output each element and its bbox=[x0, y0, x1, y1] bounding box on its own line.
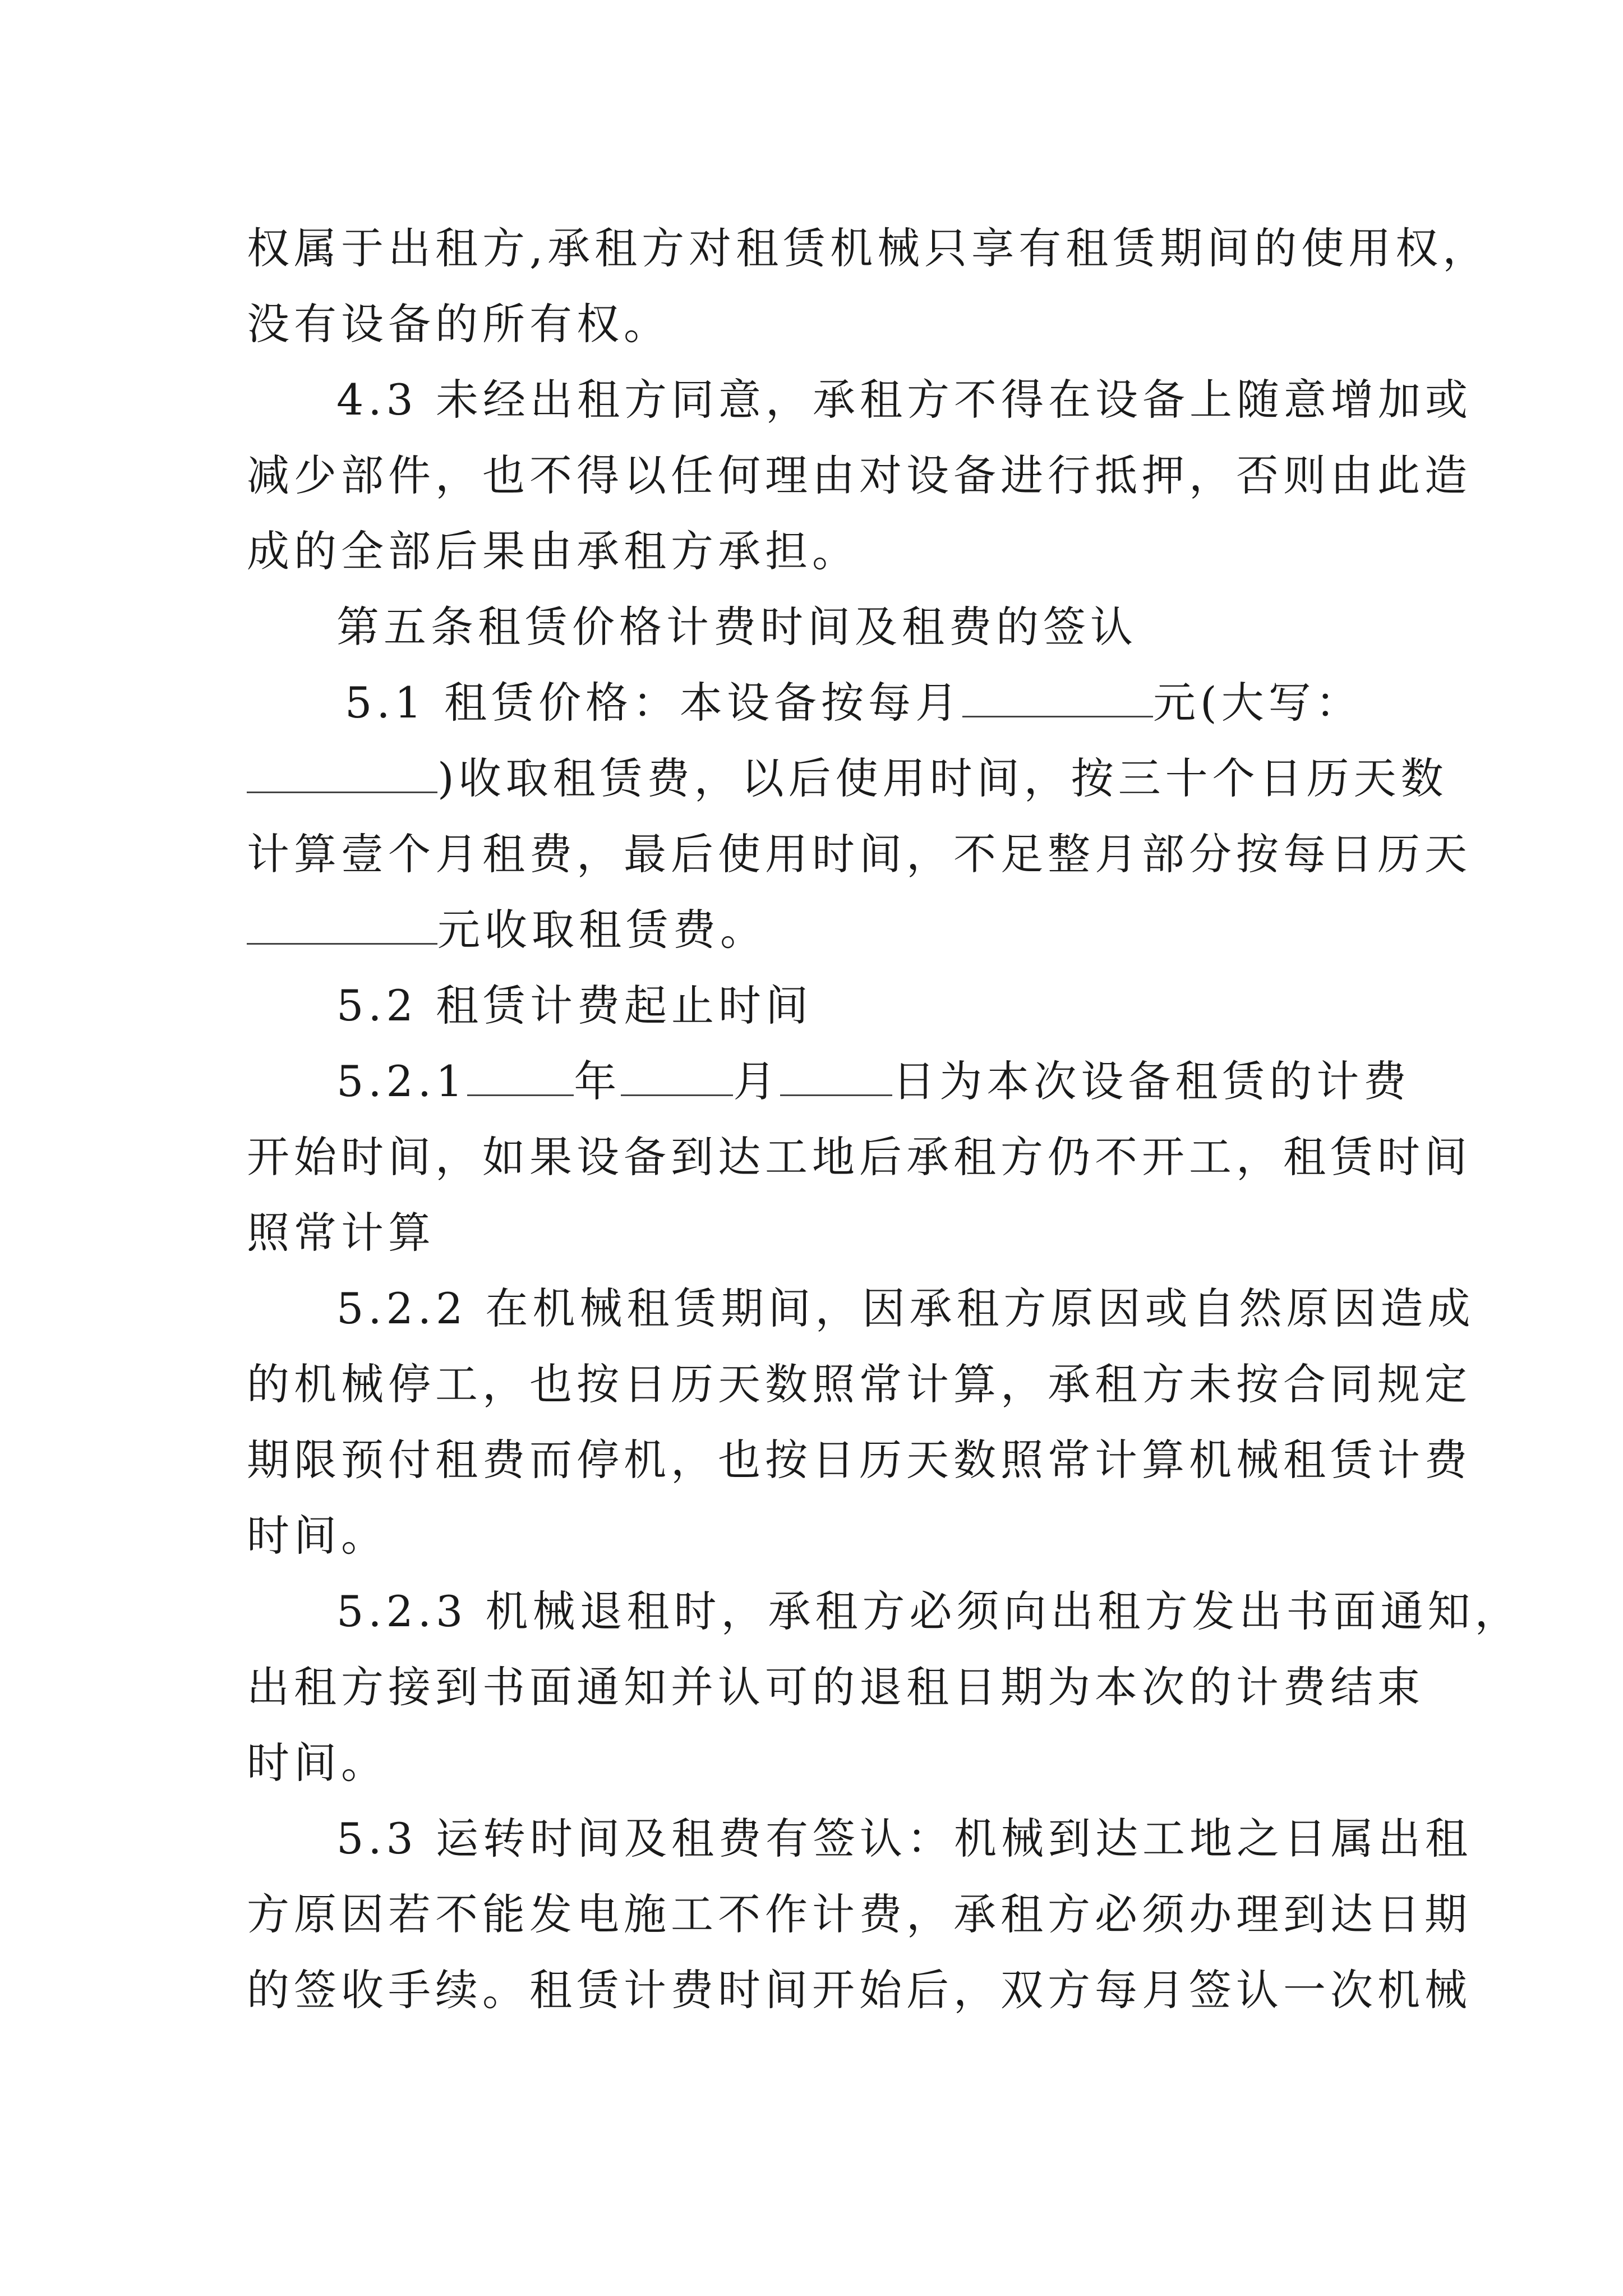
paragraph-line: 期限预付租费而停机，也按日历天数照常计算机械租赁计费 bbox=[247, 1435, 1472, 1485]
paragraph-line: 方原因若不能发电施工不作计费，承租方必须办理到达日期 bbox=[247, 1889, 1472, 1939]
clause-4-3-line: 4.3 未经出租方同意，承租方不得在设备上随意增加或 bbox=[336, 375, 1473, 425]
year-label: 年 bbox=[574, 1056, 621, 1106]
paragraph-line: 的签收手续。租赁计费时间开始后，双方每月签认一次机械 bbox=[247, 1965, 1472, 2015]
clause-5-2-3-line: 5.2.3 机械退租时，承租方必须向出租方发出书面通知， bbox=[336, 1586, 1522, 1636]
paragraph-line: 没有设备的所有权。 bbox=[247, 299, 671, 349]
clause-5-2-1-line bbox=[336, 1055, 1410, 1108]
clause-number: 5.2.1 bbox=[336, 1056, 468, 1106]
paragraph-line bbox=[247, 903, 767, 957]
paragraph-line: 出租方接到书面通知并认可的退租日期为本次的计费结束 bbox=[247, 1662, 1424, 1712]
day-blank[interactable] bbox=[780, 1055, 892, 1096]
clause-5-2-1-text: 日为本次设备租赁的计费 bbox=[892, 1056, 1411, 1106]
paragraph-line: 权属于出租方,承租方对租赁机械只享有租赁期间的使用权， bbox=[247, 223, 1490, 273]
paragraph-line: 成的全部后果由承租方承担。 bbox=[247, 526, 859, 576]
clause-5-1-text: 5.1 租赁价格：本设备按每月 bbox=[345, 678, 963, 728]
year-blank[interactable] bbox=[467, 1055, 574, 1096]
paragraph-line bbox=[247, 752, 1448, 806]
paragraph-line: 开始时间，如果设备到达工地后承租方仍不开工，租赁时间 bbox=[247, 1132, 1472, 1182]
clause-5-1-text-2: 元(大写： bbox=[1153, 678, 1363, 728]
paragraph-text: )收取租赁费，以后使用时间，按三十个日历天数 bbox=[437, 753, 1448, 803]
paragraph-line: 计算壹个月租费，最后使用时间，不足整月部分按每日历天 bbox=[247, 829, 1472, 879]
month-label: 月 bbox=[733, 1056, 781, 1106]
paragraph-line: 时间。 bbox=[247, 1738, 388, 1788]
paragraph-line: 减少部件，也不得以任何理由对设备进行抵押，否则由此造 bbox=[247, 450, 1472, 500]
daily-rate-blank[interactable] bbox=[247, 904, 437, 945]
paragraph-line: 时间。 bbox=[247, 1511, 388, 1561]
amount-in-words-blank[interactable] bbox=[247, 752, 437, 793]
clause-5-2-2-line: 5.2.2 在机械租赁期间，因承租方原因或自然原因造成 bbox=[336, 1283, 1475, 1333]
section-heading-article-5: 第五条租赁价格计费时间及租费的签认 bbox=[336, 602, 1137, 652]
paragraph-text: 元收取租赁费。 bbox=[437, 905, 767, 955]
clause-5-3-line: 5.3 运转时间及租费有签认：机械到达工地之日属出租 bbox=[336, 1814, 1473, 1864]
paragraph-line: 的机械停工，也按日历天数照常计算，承租方未按合同规定 bbox=[247, 1359, 1472, 1409]
paragraph-line: 照常计算 bbox=[247, 1208, 435, 1258]
clause-5-1-line bbox=[345, 676, 1363, 730]
clause-5-2-heading: 5.2 租赁计费起止时间 bbox=[336, 981, 813, 1030]
month-blank[interactable] bbox=[621, 1055, 733, 1096]
monthly-amount-blank[interactable] bbox=[962, 677, 1153, 717]
